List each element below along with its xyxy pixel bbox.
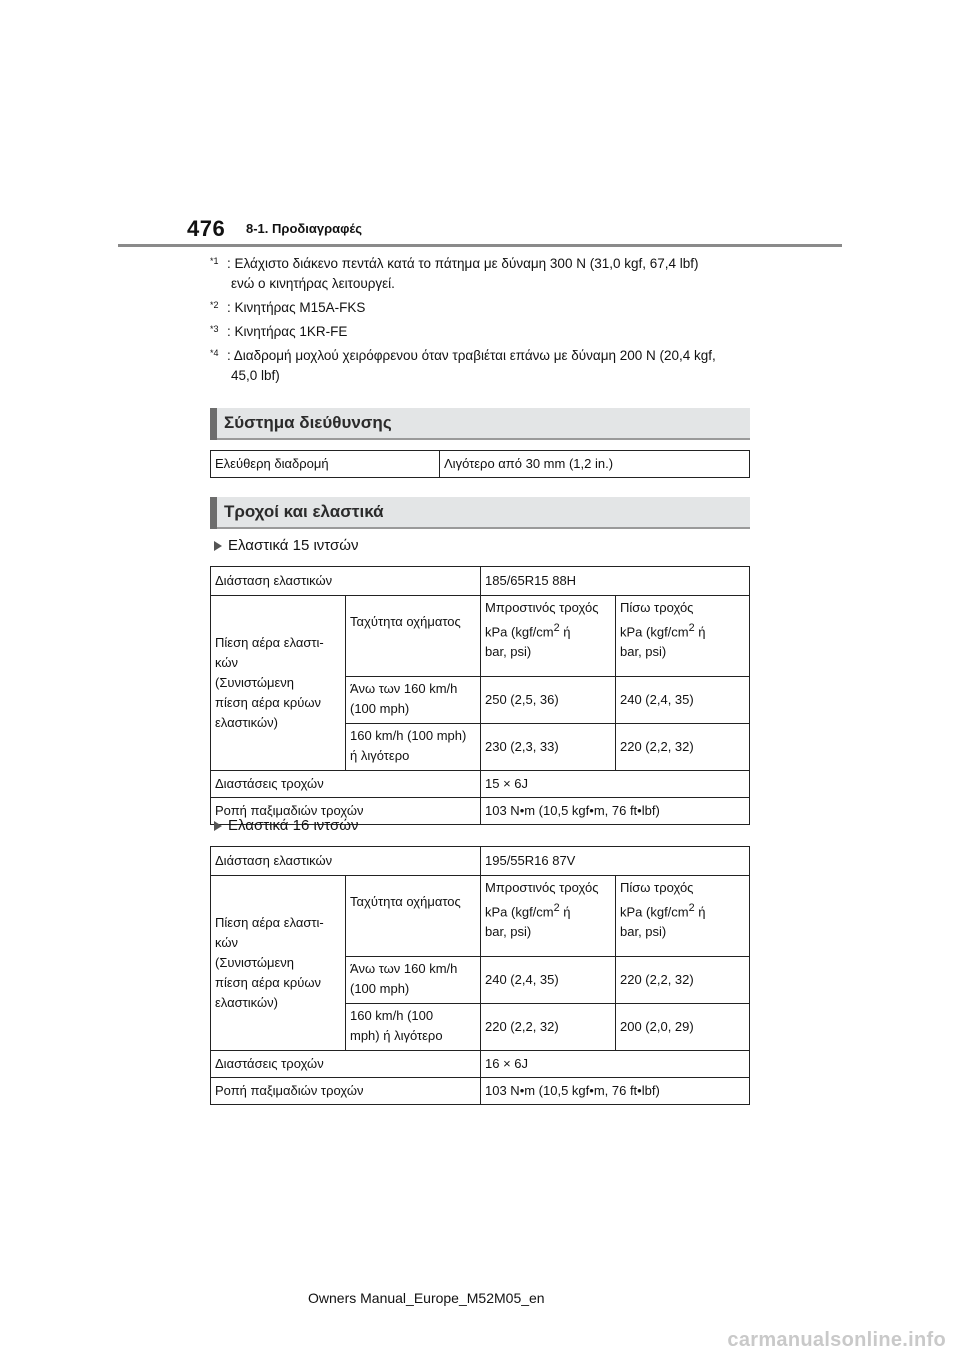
tires15-subheading [214,537,359,554]
rear-pressure-row2: 200 (2,0, 29) [616,1004,750,1051]
torque-label: Ροπή παξιμαδιών τροχών [211,1078,481,1105]
footnote-2 [210,298,770,318]
footnote-text-cont: ενώ ο κινητήρας λειτουργεί. [231,276,395,291]
front-pressure-row1: 250 (2,5, 36) [481,677,616,724]
speed-row1: Άνω των 160 km/h (100 mph) [346,957,481,1004]
table-row [211,847,750,876]
table-row [211,596,750,677]
tires16-subheading-text: Ελαστικά 16 ιντσών [228,817,359,834]
speed-row2: 160 km/h (100 mph) ή λιγότερο [346,724,481,771]
watermark: carmanualsonline.info [727,1329,946,1351]
speed-row2: 160 km/h (100 mph) ή λιγότερο [346,1004,481,1051]
tires15-subheading-text: Ελαστικά 15 ιντσών [228,537,359,554]
footnote-text-cont: 45,0 lbf) [231,368,280,383]
footnote-mark: *3 [210,324,219,334]
torque-value: 103 N•m (10,5 kgf•m, 76 ft•lbf) [481,798,750,825]
tires16-subheading [214,817,359,834]
wheel-size-label: Διαστάσεις τροχών [211,1051,481,1078]
torque-value: 103 N•m (10,5 kgf•m, 76 ft•lbf) [481,1078,750,1105]
front-wheel-header: Μπροστινός τροχός kPa ($kgf/cm^2$ ή bar, psi) [481,596,616,677]
footnote-text: : Διαδρομή μοχλού χειρόφρενου όταν τραβιέται επάνω με δύναμη 200 N (20,4 kgf, [227,348,716,363]
front-pressure-row2: 230 (2,3, 33) [481,724,616,771]
steering-heading: Σύστημα διεύθυνσης [224,413,392,432]
footnote-mark: *2 [210,300,219,310]
table-row [211,771,750,798]
rear-wheel-header: Πίσω τροχός kPa ($kgf/cm^2$ ή bar, psi) [616,876,750,957]
tire-size-label: Διάσταση ελαστικών [211,847,481,876]
header-rule [118,244,842,247]
rear-wheel-header: Πίσω τροχός kPa ($kgf/cm^2$ ή bar, psi) [616,596,750,677]
pressure-label: Πίεση αέρα ελαστι- κών (Συνιστώμενη πίεση αέρα κρύων ελαστικών) [211,876,346,1051]
free-play-value: Λιγότερο από 30 mm (1,2 in.) [440,451,750,478]
front-pressure-row2: 220 (2,2, 32) [481,1004,616,1051]
tires16-table [210,846,750,1105]
table-row [211,876,750,957]
table-row [211,567,750,596]
footnote-4 [210,346,770,386]
rear-pressure-row1: 220 (2,2, 32) [616,957,750,1004]
free-play-label: Ελεύθερη διαδρομή [211,451,440,478]
tire-size-value: 195/55R16 87V [481,847,750,876]
footnote-mark: *4 [210,348,219,358]
speed-row1: Άνω των 160 km/h (100 mph) [346,677,481,724]
wheel-size-value: 15 × 6J [481,771,750,798]
wheels-heading-band [210,497,750,529]
steering-table [210,450,750,478]
table-row [211,1078,750,1105]
table-row [211,451,750,478]
rear-pressure-row1: 240 (2,4, 35) [616,677,750,724]
triangle-bullet-icon [214,541,222,551]
triangle-bullet-icon [214,821,222,831]
wheel-size-value: 16 × 6J [481,1051,750,1078]
steering-heading-band [210,408,750,440]
torque-label: Ροπή παξιμαδιών τροχών [211,798,481,825]
wheel-size-label: Διαστάσεις τροχών [211,771,481,798]
tire-size-value: 185/65R15 88H [481,567,750,596]
footnote-text: : Κινητήρας 1KR-FE [227,324,348,339]
footnote-mark: *1 [210,256,219,266]
speed-header: Ταχύτητα οχήματος [346,596,481,677]
footnote-3 [210,322,770,342]
footnotes [210,254,770,390]
pressure-label: Πίεση αέρα ελαστι- κών (Συνιστώμενη πίεση αέρα κρύων ελαστικών) [211,596,346,771]
footnote-1 [210,254,770,294]
tires15-table [210,566,750,825]
wheels-heading: Τροχοί και ελαστικά [224,502,384,521]
speed-header: Ταχύτητα οχήματος [346,876,481,957]
front-wheel-header: Μπροστινός τροχός kPa ($kgf/cm^2$ ή bar, psi) [481,876,616,957]
page-number: 476 [187,216,226,241]
footer-text: Owners Manual_Europe_M52M05_en [308,1290,545,1306]
tire-size-label: Διάσταση ελαστικών [211,567,481,596]
table-row [211,1051,750,1078]
rear-pressure-row2: 220 (2,2, 32) [616,724,750,771]
section-title: 8-1. Προδιαγραφές [246,221,363,236]
footnote-text: : Κινητήρας M15A-FKS [227,300,366,315]
footnote-text: : Ελάχιστο διάκενο πεντάλ κατά το πάτημα με δύναμη 300 N (31,0 kgf, 67,4 lbf) [227,256,699,271]
front-pressure-row1: 240 (2,4, 35) [481,957,616,1004]
